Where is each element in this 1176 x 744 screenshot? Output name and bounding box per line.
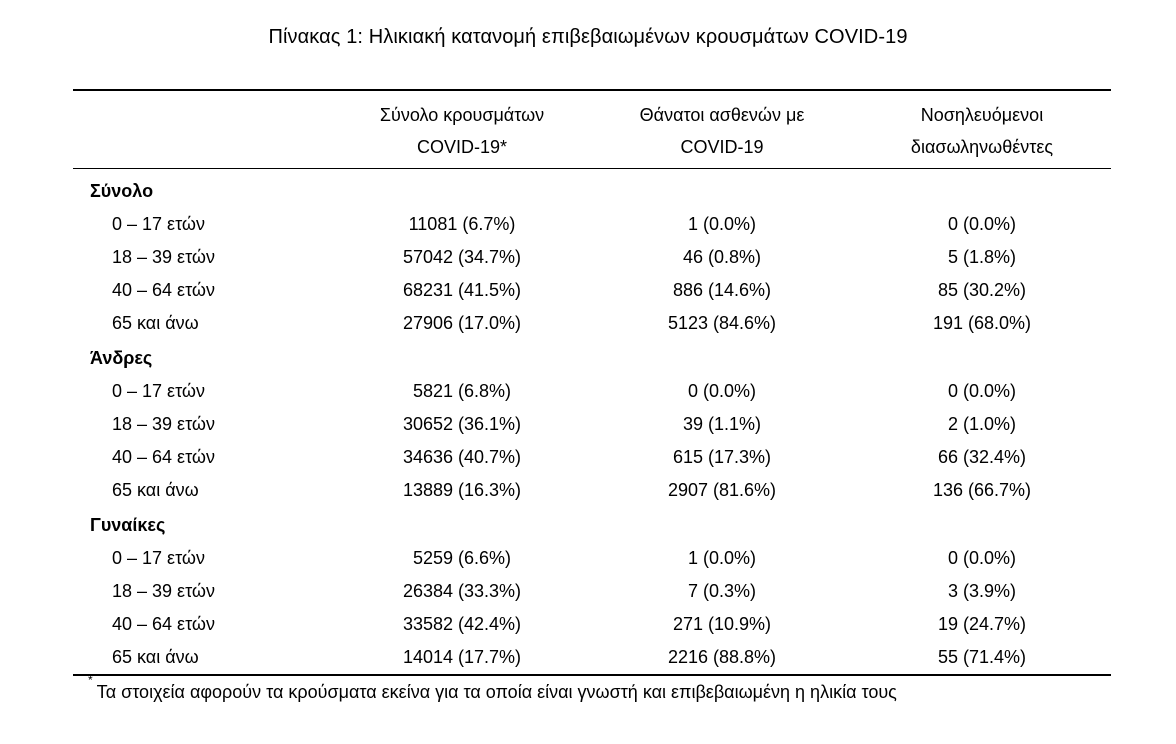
deaths-cell: 615 (17.3%) bbox=[672, 447, 772, 467]
group-title: Γυναίκες bbox=[90, 515, 166, 535]
age-label: 18 – 39 ετών bbox=[112, 247, 215, 267]
table-caption: Πίνακας 1: Ηλικιακή κατανομή επιβεβαιωμένων κρουσμάτων COVID-19 bbox=[268, 26, 908, 48]
intubated-cell: 19 (24.7%) bbox=[937, 614, 1027, 634]
age-label: 18 – 39 ετών bbox=[112, 581, 215, 601]
table-row bbox=[73, 307, 1111, 340]
table-row bbox=[73, 474, 1111, 507]
table-row bbox=[73, 641, 1111, 674]
group-men bbox=[73, 342, 1111, 507]
group-women bbox=[73, 509, 1111, 674]
intubated-cell: 136 (66.7%) bbox=[932, 480, 1032, 500]
header-deaths-line1: Θάνατοι ασθενών με bbox=[639, 105, 805, 125]
intubated-cell: 0 (0.0%) bbox=[947, 214, 1017, 234]
table-bottom-rule bbox=[73, 674, 1111, 676]
deaths-cell: 1 (0.0%) bbox=[687, 214, 757, 234]
footnote-text: Τα στοιχεία αφορούν τα κρούσματα εκείνα για τα οποία είναι γνωστή και επιβεβαιωμένη η ηλικία τους bbox=[96, 682, 897, 702]
header-deaths-line2: COVID-19 bbox=[680, 137, 764, 157]
cases-cell: 27906 (17.0%) bbox=[402, 313, 522, 333]
intubated-cell: 0 (0.0%) bbox=[947, 548, 1017, 568]
age-label: 0 – 17 ετών bbox=[112, 214, 205, 234]
deaths-cell: 271 (10.9%) bbox=[672, 614, 772, 634]
intubated-cell: 0 (0.0%) bbox=[947, 381, 1017, 401]
table-row bbox=[73, 575, 1111, 608]
table-row bbox=[73, 542, 1111, 575]
group-title: Άνδρες bbox=[90, 348, 153, 368]
table-row bbox=[73, 241, 1111, 274]
group-title: Σύνολο bbox=[90, 181, 154, 201]
age-label: 65 και άνω bbox=[112, 313, 199, 333]
deaths-cell: 1 (0.0%) bbox=[687, 548, 757, 568]
intubated-cell: 191 (68.0%) bbox=[932, 313, 1032, 333]
cases-cell: 26384 (33.3%) bbox=[402, 581, 522, 601]
age-label: 65 και άνω bbox=[112, 480, 199, 500]
intubated-cell: 2 (1.0%) bbox=[947, 414, 1017, 434]
deaths-cell: 46 (0.8%) bbox=[682, 247, 762, 267]
age-label: 40 – 64 ετών bbox=[112, 280, 215, 300]
header-total-cases bbox=[352, 99, 572, 163]
deaths-cell: 39 (1.1%) bbox=[682, 414, 762, 434]
deaths-cell: 886 (14.6%) bbox=[672, 280, 772, 300]
age-label: 40 – 64 ετών bbox=[112, 614, 215, 634]
cases-cell: 13889 (16.3%) bbox=[402, 480, 522, 500]
footnote bbox=[88, 673, 897, 703]
header-deaths bbox=[612, 99, 832, 163]
header-total-cases-line2: COVID-19* bbox=[416, 137, 508, 157]
table-body bbox=[73, 175, 1111, 676]
intubated-cell: 5 (1.8%) bbox=[947, 247, 1017, 267]
table-row bbox=[73, 274, 1111, 307]
table-row bbox=[73, 208, 1111, 241]
group-total bbox=[73, 175, 1111, 340]
age-label: 65 και άνω bbox=[112, 647, 199, 667]
deaths-cell: 0 (0.0%) bbox=[687, 381, 757, 401]
table-top-rule bbox=[73, 89, 1111, 91]
cases-cell: 68231 (41.5%) bbox=[402, 280, 522, 300]
intubated-cell: 3 (3.9%) bbox=[947, 581, 1017, 601]
deaths-cell: 2907 (81.6%) bbox=[667, 480, 777, 500]
cases-cell: 57042 (34.7%) bbox=[402, 247, 522, 267]
header-intubated bbox=[872, 99, 1092, 163]
cases-cell: 33582 (42.4%) bbox=[402, 614, 522, 634]
age-label: 18 – 39 ετών bbox=[112, 414, 215, 434]
intubated-cell: 55 (71.4%) bbox=[937, 647, 1027, 667]
table-row bbox=[73, 408, 1111, 441]
deaths-cell: 2216 (88.8%) bbox=[667, 647, 777, 667]
cases-cell: 34636 (40.7%) bbox=[402, 447, 522, 467]
age-label: 0 – 17 ετών bbox=[112, 381, 205, 401]
cases-cell: 30652 (36.1%) bbox=[402, 414, 522, 434]
deaths-cell: 5123 (84.6%) bbox=[667, 313, 777, 333]
intubated-cell: 85 (30.2%) bbox=[937, 280, 1027, 300]
cases-cell: 5821 (6.8%) bbox=[412, 381, 512, 401]
table-row bbox=[73, 608, 1111, 641]
header-intubated-line1: Νοσηλευόμενοι bbox=[920, 105, 1044, 125]
table-row bbox=[73, 441, 1111, 474]
header-separator-rule bbox=[73, 168, 1111, 169]
deaths-cell: 7 (0.3%) bbox=[687, 581, 757, 601]
footnote-marker: * bbox=[88, 673, 93, 687]
cases-cell: 5259 (6.6%) bbox=[412, 548, 512, 568]
age-label: 40 – 64 ετών bbox=[112, 447, 215, 467]
cases-cell: 11081 (6.7%) bbox=[408, 214, 516, 234]
header-total-cases-line1: Σύνολο κρουσμάτων bbox=[379, 105, 545, 125]
age-label: 0 – 17 ετών bbox=[112, 548, 205, 568]
cases-cell: 14014 (17.7%) bbox=[402, 647, 522, 667]
table-row bbox=[73, 375, 1111, 408]
header-intubated-line2: διασωληνωθέντες bbox=[910, 137, 1054, 157]
intubated-cell: 66 (32.4%) bbox=[937, 447, 1027, 467]
